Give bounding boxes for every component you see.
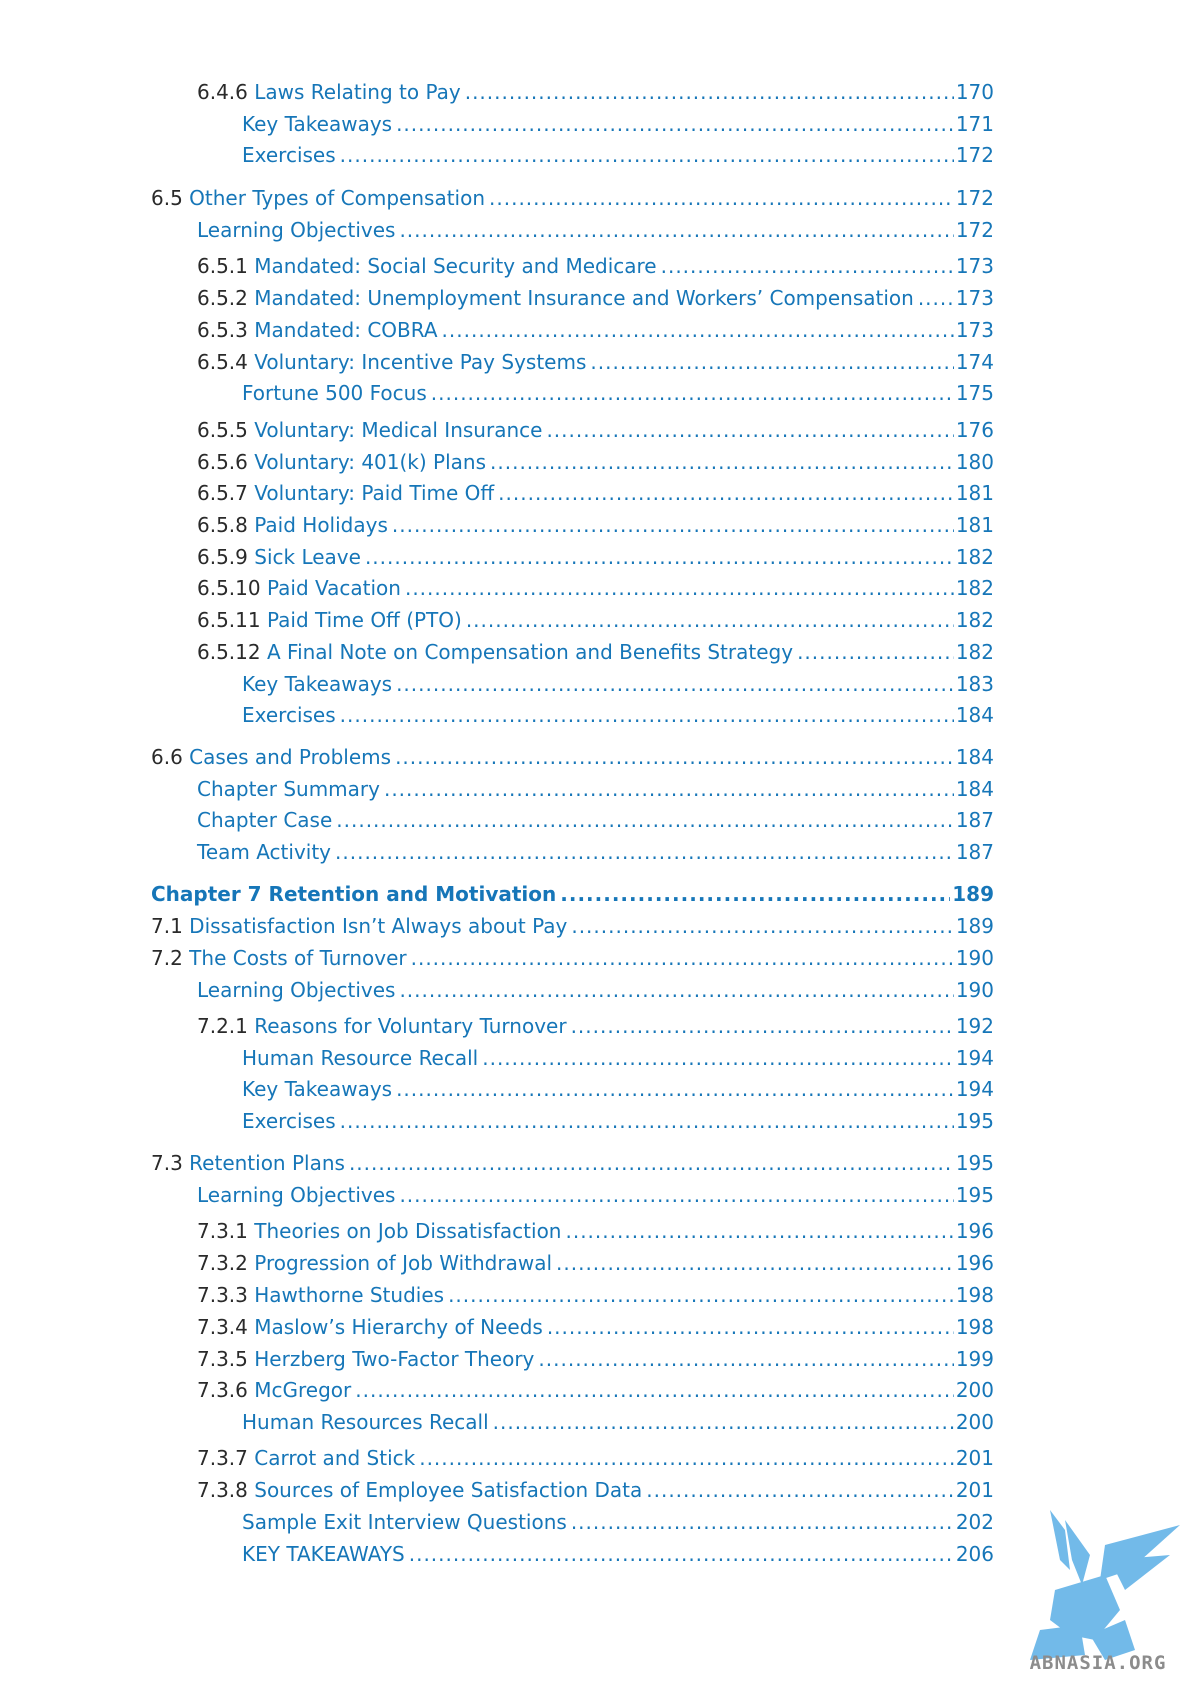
section-number: 7.2 (151, 946, 183, 970)
page-number: 182 (955, 640, 994, 664)
section-number: 7.3.3 (197, 1283, 248, 1307)
toc-entry[interactable] (197, 348, 994, 376)
toc-entry[interactable] (151, 1149, 994, 1177)
page-number: 175 (955, 381, 994, 405)
page-number: 194 (955, 1046, 994, 1070)
section-number: 6.6 (151, 745, 183, 769)
toc-entry[interactable] (242, 1508, 994, 1536)
entry-title: Theories on Job Dissatisfaction (254, 1219, 562, 1243)
toc-entry[interactable] (197, 638, 994, 666)
dot-leader (349, 1149, 954, 1177)
page-number: 182 (955, 608, 994, 632)
dot-leader (590, 348, 953, 376)
section-number: 7.3 (151, 1151, 183, 1175)
section-number: 7.1 (151, 914, 183, 938)
section-number: 7.3.1 (197, 1219, 248, 1243)
entry-title: Key Takeaways (242, 672, 393, 696)
entry-title: A Final Note on Compensation and Benefits Strategy (266, 640, 794, 664)
entry-title: Voluntary: Paid Time Off (254, 481, 495, 505)
toc-entry[interactable] (197, 479, 994, 507)
page-number: 192 (955, 1014, 994, 1038)
dot-leader (538, 1345, 953, 1373)
page-number: 173 (955, 254, 994, 278)
toc-entry[interactable] (242, 1075, 994, 1103)
dot-leader (448, 1281, 954, 1309)
toc-entry[interactable] (151, 944, 994, 972)
toc-entry[interactable] (242, 1540, 994, 1568)
toc-entry[interactable] (197, 448, 994, 476)
section-number: 6.5.2 (197, 286, 248, 310)
dot-leader (646, 1476, 954, 1504)
toc-entry[interactable] (197, 1012, 994, 1040)
section-number: 6.5.10 (197, 576, 261, 600)
page-number: 189 (955, 914, 994, 938)
page-number: 184 (955, 745, 994, 769)
page-number: 180 (955, 450, 994, 474)
page-number: 181 (955, 481, 994, 505)
section-number: 6.5.12 (197, 640, 261, 664)
entry-title: Progression of Job Withdrawal (254, 1251, 553, 1275)
page-number: 183 (955, 672, 994, 696)
page-number: 176 (955, 418, 994, 442)
page-number: 187 (955, 840, 994, 864)
entry-title: Exercises (242, 143, 336, 167)
dot-leader (571, 1508, 954, 1536)
toc-entry[interactable] (197, 1281, 994, 1309)
entry-title: Key Takeaways (242, 112, 393, 136)
dot-leader (392, 511, 954, 539)
section-number: 6.5.7 (197, 481, 248, 505)
entry-title: Reasons for Voluntary Turnover (254, 1014, 567, 1038)
entry-title: Carrot and Stick (254, 1446, 416, 1470)
page-number: 173 (955, 286, 994, 310)
section-number: 6.5.9 (197, 545, 248, 569)
page-number: 194 (955, 1077, 994, 1101)
toc-entry[interactable] (197, 606, 994, 634)
entry-title: Key Takeaways (242, 1077, 393, 1101)
toc-entry[interactable] (197, 252, 994, 280)
entry-title: Learning Objectives (197, 1183, 396, 1207)
chapter-title: Chapter 7 Retention and Motivation (151, 882, 557, 906)
dot-leader (493, 1408, 954, 1436)
page-number: 189 (952, 882, 994, 906)
entry-title: Laws Relating to Pay (254, 80, 461, 104)
dot-leader (336, 806, 954, 834)
page-number: 174 (955, 350, 994, 374)
entry-title: Voluntary: Incentive Pay Systems (254, 350, 587, 374)
dot-leader (340, 701, 954, 729)
entry-title: The Costs of Turnover (189, 946, 407, 970)
entry-title: McGregor (254, 1378, 352, 1402)
toc-entry[interactable] (197, 316, 994, 344)
toc-entry[interactable] (197, 775, 994, 803)
dot-leader (547, 1313, 954, 1341)
page-number: 181 (955, 513, 994, 537)
section-number: 6.5.3 (197, 318, 248, 342)
entry-title: Exercises (242, 703, 336, 727)
page-number: 190 (955, 946, 994, 970)
page-number: 172 (955, 143, 994, 167)
page-number: 182 (955, 576, 994, 600)
toc-entry[interactable] (151, 743, 994, 771)
dot-leader (498, 479, 954, 507)
section-number: 7.3.2 (197, 1251, 248, 1275)
page-number: 184 (955, 777, 994, 801)
page-number: 201 (955, 1478, 994, 1502)
page-number: 198 (955, 1315, 994, 1339)
page-number: 196 (955, 1219, 994, 1243)
entry-title: Human Resources Recall (242, 1410, 489, 1434)
page-number: 201 (955, 1446, 994, 1470)
page-number: 200 (955, 1410, 994, 1434)
entry-title: Paid Time Off (PTO) (266, 608, 462, 632)
dot-leader (419, 1444, 954, 1472)
toc-entry[interactable] (197, 416, 994, 444)
entry-title: Sick Leave (254, 545, 361, 569)
page-number: 172 (955, 186, 994, 210)
toc-entry[interactable] (197, 1476, 994, 1504)
toc-entry[interactable] (197, 1313, 994, 1341)
entry-title: Learning Objectives (197, 978, 396, 1002)
section-number: 6.5.11 (197, 608, 261, 632)
section-number: 7.3.8 (197, 1478, 248, 1502)
toc-entry[interactable] (197, 1345, 994, 1373)
toc-entry[interactable] (242, 1044, 994, 1072)
toc-entry[interactable] (197, 1376, 994, 1404)
page-number: 187 (955, 808, 994, 832)
toc-entry[interactable] (242, 1107, 994, 1135)
page-number: 195 (955, 1109, 994, 1133)
page-number: 173 (955, 318, 994, 342)
toc-entry[interactable] (197, 806, 994, 834)
dot-leader (396, 110, 954, 138)
entry-title: Team Activity (197, 840, 332, 864)
section-number: 6.4.6 (197, 80, 248, 104)
dot-leader (565, 1217, 953, 1245)
toc-entry[interactable] (197, 1217, 994, 1245)
toc-entry[interactable] (197, 511, 994, 539)
page-number: 199 (955, 1347, 994, 1371)
section-number: 6.5 (151, 186, 183, 210)
dot-leader (556, 1249, 954, 1277)
toc-entry[interactable] (197, 1181, 994, 1209)
dot-leader (365, 543, 954, 571)
page-number: 184 (955, 703, 994, 727)
toc-entry[interactable] (197, 78, 994, 106)
page-number: 198 (955, 1283, 994, 1307)
page-number: 200 (955, 1378, 994, 1402)
entry-title: Maslow’s Hierarchy of Needs (254, 1315, 543, 1339)
page-number: 171 (955, 112, 994, 136)
page-number: 206 (955, 1542, 994, 1566)
toc-entry[interactable] (242, 701, 994, 729)
dot-leader (571, 1012, 954, 1040)
entry-title: Paid Holidays (254, 513, 388, 537)
entry-title: Fortune 500 Focus (242, 381, 427, 405)
entry-title: Voluntary: 401(k) Plans (254, 450, 487, 474)
entry-title: Voluntary: Medical Insurance (254, 418, 543, 442)
entry-title: Sources of Employee Satisfaction Data (254, 1478, 643, 1502)
dot-leader (466, 606, 954, 634)
page-number: 202 (955, 1510, 994, 1534)
entry-title: Mandated: COBRA (254, 318, 438, 342)
entry-title: Mandated: Unemployment Insurance and Workers’ Compensation (254, 286, 914, 310)
dot-leader (396, 1075, 954, 1103)
entry-title: Sample Exit Interview Questions (242, 1510, 567, 1534)
dot-leader (797, 638, 954, 666)
dot-leader (399, 216, 953, 244)
section-number: 6.5.8 (197, 513, 248, 537)
entry-title: Exercises (242, 1109, 336, 1133)
page-number: 190 (955, 978, 994, 1002)
watermark-text: ABNASIA.ORG (1029, 1652, 1167, 1674)
dot-leader (405, 574, 954, 602)
toc-entry[interactable] (197, 1249, 994, 1277)
dot-leader (384, 775, 954, 803)
dot-leader (399, 976, 953, 1004)
entry-title: Human Resource Recall (242, 1046, 479, 1070)
section-number: 6.5.1 (197, 254, 248, 278)
dot-leader (489, 184, 954, 212)
section-number: 6.5.5 (197, 418, 248, 442)
toc-chapter-entry[interactable] (151, 880, 994, 908)
page-number: 196 (955, 1251, 994, 1275)
dot-leader (571, 912, 953, 940)
dot-leader (340, 141, 954, 169)
entry-title: Mandated: Social Security and Medicare (254, 254, 657, 278)
page-number: 182 (955, 545, 994, 569)
section-number: 7.3.5 (197, 1347, 248, 1371)
toc-entry[interactable] (242, 379, 994, 407)
dot-leader (560, 880, 950, 908)
entry-title: Herzberg Two-Factor Theory (254, 1347, 535, 1371)
section-number: 7.3.6 (197, 1378, 248, 1402)
dot-leader (396, 670, 954, 698)
dot-leader (431, 379, 954, 407)
dot-leader (411, 944, 954, 972)
dot-leader (465, 78, 954, 106)
dot-leader (442, 316, 954, 344)
dot-leader (409, 1540, 954, 1568)
entry-title: Chapter Summary (197, 777, 380, 801)
dot-leader (490, 448, 954, 476)
dot-leader (340, 1107, 954, 1135)
dot-leader (355, 1376, 954, 1404)
entry-title: Learning Objectives (197, 218, 396, 242)
toc-entry[interactable] (197, 574, 994, 602)
page-number: 195 (955, 1183, 994, 1207)
section-number: 6.5.6 (197, 450, 248, 474)
dot-leader (661, 252, 954, 280)
entry-title: KEY TAKEAWAYS (242, 1542, 405, 1566)
section-number: 7.3.7 (197, 1446, 248, 1470)
dot-leader (335, 838, 954, 866)
dot-leader (395, 743, 954, 771)
dot-leader (482, 1044, 954, 1072)
toc-entry[interactable] (242, 141, 994, 169)
entry-title: Chapter Case (197, 808, 333, 832)
dot-leader (918, 284, 954, 312)
entry-title: Cases and Problems (189, 745, 392, 769)
toc-entry[interactable] (197, 216, 994, 244)
page-number: 170 (955, 80, 994, 104)
toc-entry[interactable] (197, 1444, 994, 1472)
section-number: 7.3.4 (197, 1315, 248, 1339)
toc-entry[interactable] (151, 184, 994, 212)
page-number: 195 (955, 1151, 994, 1175)
toc-entry[interactable] (242, 110, 994, 138)
toc-entry[interactable] (197, 838, 994, 866)
dot-leader (546, 416, 953, 444)
entry-title: Other Types of Compensation (189, 186, 486, 210)
dot-leader (399, 1181, 953, 1209)
entry-title: Dissatisfaction Isn’t Always about Pay (189, 914, 568, 938)
toc-entry[interactable] (242, 670, 994, 698)
toc-entry[interactable] (197, 543, 994, 571)
toc-entry[interactable] (197, 976, 994, 1004)
section-number: 7.2.1 (197, 1014, 248, 1038)
entry-title: Paid Vacation (266, 576, 401, 600)
entry-title: Hawthorne Studies (254, 1283, 445, 1307)
page-number: 172 (955, 218, 994, 242)
section-number: 6.5.4 (197, 350, 248, 374)
toc-entry[interactable] (242, 1408, 994, 1436)
toc-entry[interactable] (197, 284, 994, 312)
toc-entry[interactable] (151, 912, 994, 940)
entry-title: Retention Plans (189, 1151, 345, 1175)
